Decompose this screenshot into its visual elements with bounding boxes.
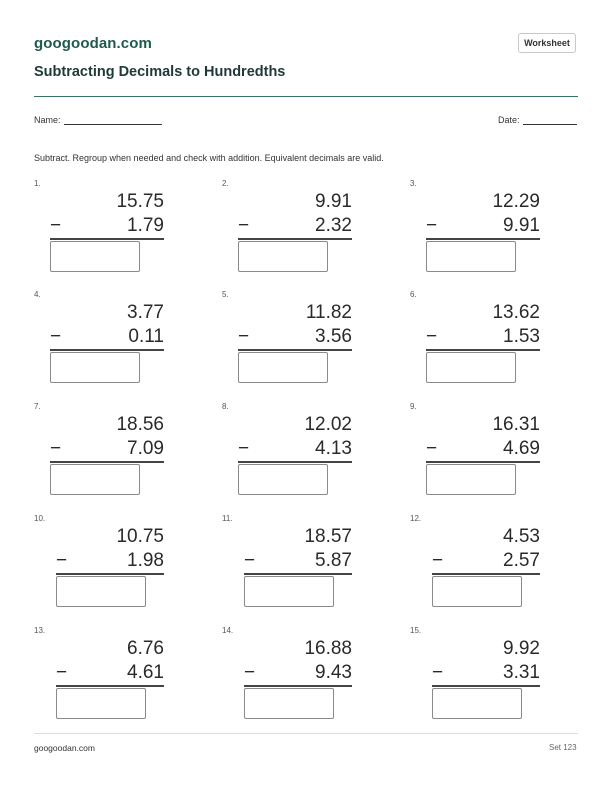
subtrahend: 3.56 xyxy=(315,326,352,347)
problem-number: 11. xyxy=(222,514,233,523)
minus-sign: − xyxy=(238,215,250,236)
problem-13 xyxy=(34,626,164,726)
answer-box[interactable] xyxy=(244,576,334,607)
answer-box[interactable] xyxy=(56,576,146,607)
answer-rule xyxy=(426,238,540,240)
answer-rule xyxy=(56,685,164,687)
minuend: 12.29 xyxy=(492,191,540,212)
answer-rule xyxy=(56,573,164,575)
name-field xyxy=(34,115,162,125)
minus-sign: − xyxy=(50,326,62,347)
answer-box[interactable] xyxy=(244,688,334,719)
date-input-line[interactable] xyxy=(523,124,577,125)
minuend: 11.82 xyxy=(305,302,352,323)
minuend: 12.02 xyxy=(304,414,352,435)
answer-box[interactable] xyxy=(238,352,328,383)
answer-box[interactable] xyxy=(56,688,146,719)
minus-sign: − xyxy=(244,550,256,571)
answer-box[interactable] xyxy=(238,241,328,272)
minus-sign: − xyxy=(244,662,256,683)
minuend: 3.77 xyxy=(127,302,164,323)
answer-box[interactable] xyxy=(426,464,516,495)
minuend: 6.76 xyxy=(127,638,164,659)
subtrahend: 7.09 xyxy=(127,438,164,459)
name-input-line[interactable] xyxy=(64,124,162,125)
subtrahend: 2.57 xyxy=(503,550,540,571)
footer-site: googoodan.com xyxy=(34,743,95,753)
subtrahend: 4.61 xyxy=(127,662,164,683)
problem-12 xyxy=(410,514,540,614)
problem-2 xyxy=(222,179,352,279)
problem-number: 13. xyxy=(34,626,46,635)
answer-rule xyxy=(432,573,540,575)
answer-rule xyxy=(238,461,352,463)
subtrahend: 1.53 xyxy=(503,326,540,347)
answer-rule xyxy=(50,461,164,463)
minuend: 16.31 xyxy=(492,414,540,435)
problem-number: 8. xyxy=(222,402,229,411)
problem-number: 3. xyxy=(410,179,417,188)
subtrahend: 1.79 xyxy=(127,215,164,236)
subtrahend: 4.69 xyxy=(503,438,540,459)
problem-number: 12. xyxy=(410,514,422,523)
name-label: Name: xyxy=(34,115,61,125)
brand-logo-text: googoodan.com xyxy=(34,35,152,52)
answer-rule xyxy=(426,461,540,463)
minus-sign: − xyxy=(56,662,68,683)
problem-10 xyxy=(34,514,164,614)
answer-box[interactable] xyxy=(432,576,522,607)
problem-5 xyxy=(222,290,352,390)
minuend: 9.92 xyxy=(503,638,540,659)
problem-number: 9. xyxy=(410,402,417,411)
answer-box[interactable] xyxy=(50,352,140,383)
answer-rule xyxy=(50,238,164,240)
date-field xyxy=(498,115,577,125)
footer-set-label: Set 123 xyxy=(549,743,577,752)
minus-sign: − xyxy=(238,326,250,347)
minuend: 9.91 xyxy=(315,191,352,212)
subtrahend: 9.43 xyxy=(315,662,352,683)
minus-sign: − xyxy=(426,438,438,459)
problem-14 xyxy=(222,626,352,726)
problem-8 xyxy=(222,402,352,502)
answer-rule xyxy=(238,349,352,351)
problem-6 xyxy=(410,290,540,390)
problem-number: 7. xyxy=(34,402,41,411)
minuend: 10.75 xyxy=(116,526,164,547)
problem-number: 4. xyxy=(34,290,41,299)
subtrahend: 0.11 xyxy=(128,326,164,347)
answer-rule xyxy=(244,573,352,575)
minus-sign: − xyxy=(50,215,62,236)
problem-3 xyxy=(410,179,540,279)
problem-number: 10. xyxy=(34,514,46,523)
problem-15 xyxy=(410,626,540,726)
problem-number: 2. xyxy=(222,179,229,188)
subtrahend: 9.91 xyxy=(503,215,540,236)
subtrahend: 2.32 xyxy=(315,215,352,236)
minus-sign: − xyxy=(238,438,250,459)
minuend: 13.62 xyxy=(492,302,540,323)
date-label: Date: xyxy=(498,115,520,125)
answer-box[interactable] xyxy=(432,688,522,719)
answer-rule xyxy=(50,349,164,351)
minuend: 18.56 xyxy=(116,414,164,435)
minus-sign: − xyxy=(56,550,68,571)
minus-sign: − xyxy=(50,438,62,459)
problem-number: 5. xyxy=(222,290,229,299)
answer-box[interactable] xyxy=(50,464,140,495)
minus-sign: − xyxy=(426,326,438,347)
answer-rule xyxy=(426,349,540,351)
minuend: 16.88 xyxy=(304,638,352,659)
subtrahend: 4.13 xyxy=(315,438,352,459)
footer-divider xyxy=(34,733,578,734)
minuend: 15.75 xyxy=(116,191,164,212)
answer-box[interactable] xyxy=(426,241,516,272)
problem-number: 15. xyxy=(410,626,422,635)
answer-rule xyxy=(244,685,352,687)
minuend: 18.57 xyxy=(304,526,352,547)
answer-box[interactable] xyxy=(238,464,328,495)
answer-box[interactable] xyxy=(426,352,516,383)
problem-11 xyxy=(222,514,352,614)
problem-4 xyxy=(34,290,164,390)
minus-sign: − xyxy=(432,662,444,683)
answer-rule xyxy=(432,685,540,687)
answer-rule xyxy=(238,238,352,240)
minus-sign: − xyxy=(432,550,444,571)
minuend: 4.53 xyxy=(503,526,540,547)
problem-number: 14. xyxy=(222,626,234,635)
subtrahend: 3.31 xyxy=(503,662,540,683)
problem-1 xyxy=(34,179,164,279)
page-title: Subtracting Decimals to Hundredths xyxy=(34,64,286,80)
problem-number: 6. xyxy=(410,290,417,299)
instructions-text: Subtract. Regroup when needed and check with addition. Equivalent decimals are valid. xyxy=(34,153,384,163)
subtrahend: 5.87 xyxy=(315,550,352,571)
header-divider xyxy=(34,96,578,97)
problem-9 xyxy=(410,402,540,502)
subtrahend: 1.98 xyxy=(127,550,164,571)
problem-7 xyxy=(34,402,164,502)
answer-box[interactable] xyxy=(50,241,140,272)
problem-number: 1. xyxy=(34,179,41,188)
worksheet-badge: Worksheet xyxy=(518,33,576,53)
minus-sign: − xyxy=(426,215,438,236)
